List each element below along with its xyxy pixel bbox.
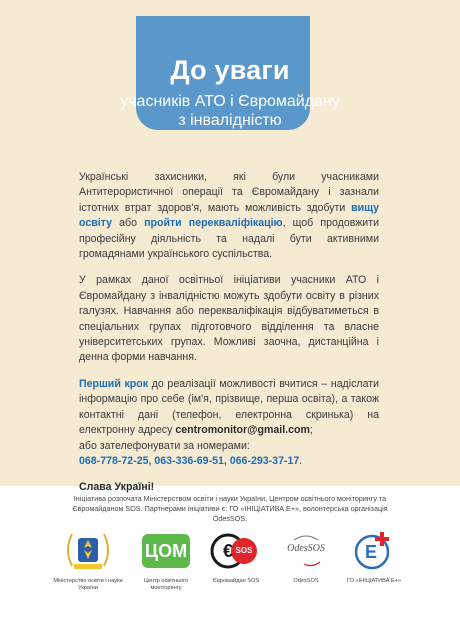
logo-caption-e-plus: ГО «ІНІЦІАТИВА Е+»: [346, 578, 402, 584]
odessos-icon: [268, 528, 344, 574]
paragraph-intro-rest: , щоб продовжити професійну діяльність та надалі бути активними громадянами українського суспільства.: [79, 217, 379, 261]
euromaidan-mark: €: [222, 541, 233, 561]
e-plus-mark: E: [364, 542, 377, 562]
euromaidan-sos-icon: [198, 528, 274, 574]
logo-euromaidan-sos: [198, 528, 274, 606]
page-subtitle: [0, 92, 460, 130]
com-logo-icon: [128, 528, 204, 574]
highlight-retraining: пройти перекваліфікацію: [144, 217, 283, 230]
logo-caption-euromaidan: Євромайдан SOS: [212, 578, 260, 584]
contact-phones[interactable]: 068-778-72-25, 063-336-69-51, 066-293-37-17: [79, 454, 300, 467]
logo-caption-odessos: OdesSOS: [293, 578, 319, 584]
paragraph-intro: [79, 170, 379, 262]
logo-ministry: [50, 528, 126, 606]
paragraph-program: У рамках даної освітньої ініціативи учасники АТО і Євромайдану з інвалідністю можуть здобути освіту в різних галузях. Навчання або перекваліфікація відбуватиметься в спеціальних групах підготовчого відділення та власне університетських групах. Можливі заочна, дистанційна і денна форми навчання.: [79, 274, 379, 364]
paragraph-first-step: [79, 377, 379, 469]
logo-caption-ministry: Міністерство освіти і науки України: [53, 578, 123, 591]
subtitle-line-2: з інвалідністю: [178, 112, 282, 129]
com-logo-text: ЦОМ: [144, 541, 188, 561]
highlight-higher-education: вищу освіту: [79, 201, 379, 230]
logo-e-plus: [336, 528, 412, 606]
logo-odessos: [268, 528, 344, 606]
closing-slogan: Слава Україні!: [79, 481, 155, 494]
phones-period: .: [299, 454, 303, 467]
paragraph-intro-conjunction: або: [112, 217, 145, 230]
contact-email[interactable]: centromonitor@gmail.com: [175, 424, 310, 437]
subtitle-line-1: учасників АТО і Євромайдану: [120, 93, 340, 110]
footer-initiative-text: Ініціатива розпочата Міністерством освіти і науки України, Центром освітнього моніторингу та Євромайданом SOS. Партнерами ініціативи є: ГО «ІНІЦІАТИВА Е+», волонтерська організація OdesSOS.: [72, 494, 388, 523]
paragraph-intro-text: Українські захисники, які були учасниками Антитерористичної операції та Євромайдану і зазнали істотних втрат здоров'я, мають можливість здобути: [79, 171, 379, 214]
partner-logos: [0, 528, 460, 628]
odessos-mark: OdesSOS: [287, 543, 325, 554]
highlight-first-step: Перший крок: [79, 377, 149, 390]
first-step-semicolon: ;: [309, 424, 313, 437]
logo-com: [128, 528, 204, 606]
first-step-text: до реалізації можливості вчитися – надіслати інформацію про себе (ім'я, прізвище, перша освіта), а також контактні дані (телефон, електронна скринька) на електронну адресу: [79, 377, 380, 437]
first-step-phone-intro: або зателефонувати за номерами:: [79, 439, 250, 452]
ministry-emblem-icon: [50, 528, 126, 574]
euromaidan-sos-text: SOS: [235, 546, 253, 555]
e-plus-icon: [336, 528, 412, 574]
logo-caption-com: Центр освітнього моніторингу: [143, 578, 189, 591]
main-text: [79, 170, 379, 507]
page-title: До уваги: [170, 55, 290, 85]
